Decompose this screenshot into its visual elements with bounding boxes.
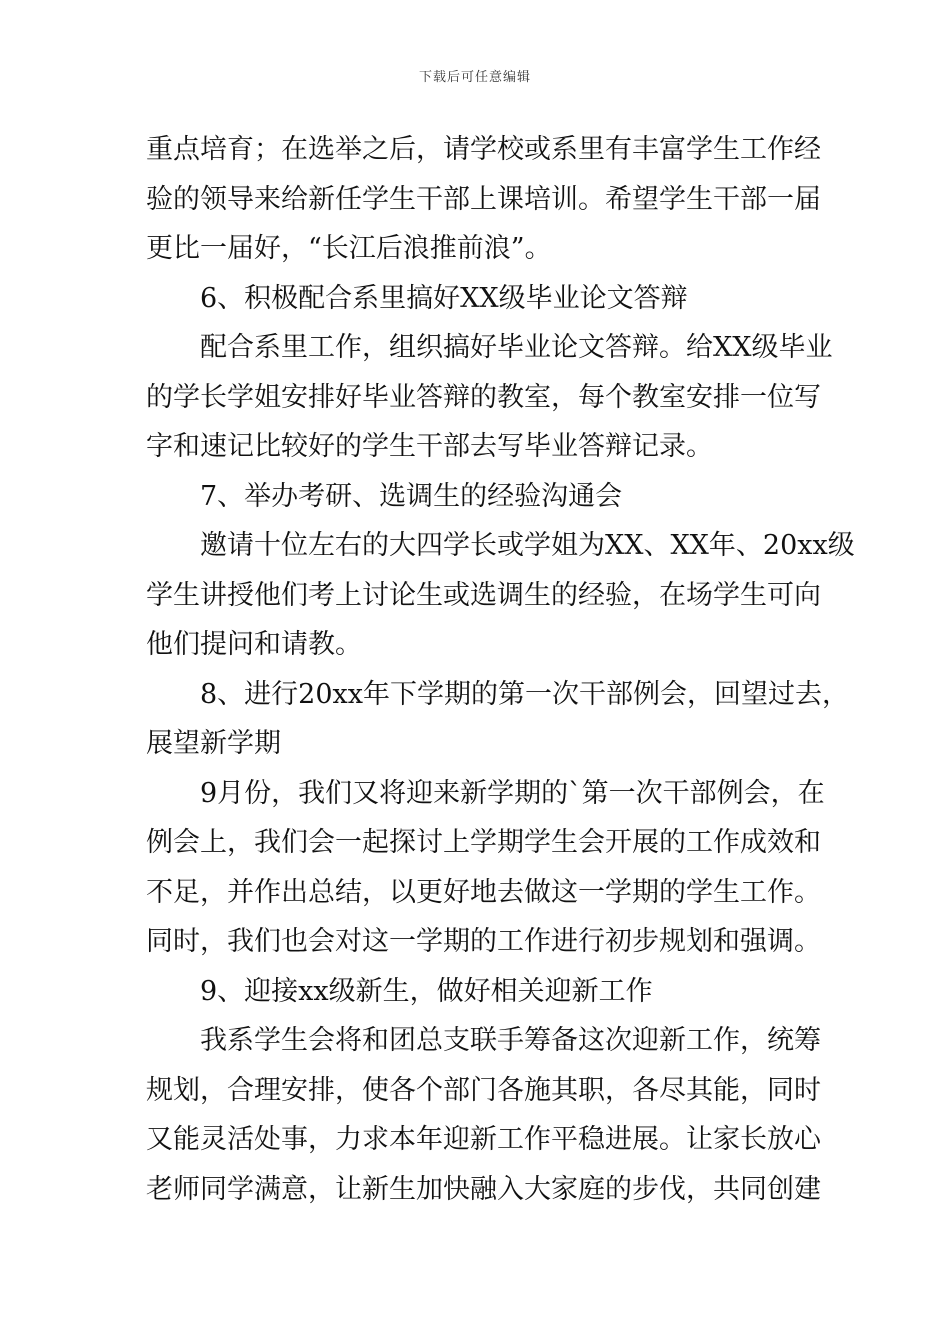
text-line: 6、积极配合系里搞好XX级毕业论文答辩 (200, 282, 688, 314)
text-line: 重点培育；在选举之后，请学校或系里有丰富学生工作经 (146, 134, 821, 165)
text-line: 例会上，我们会一起探讨上学期学生会开展的工作成效和 (146, 827, 821, 858)
text-line: 7、举办考研、选调生的经验沟通会 (200, 480, 623, 512)
text-line: 又能灵活处事，力求本年迎新工作平稳进展。让家长放心 (146, 1124, 821, 1155)
text-line: 字和速记比较好的学生干部去写毕业答辩记录。 (146, 431, 713, 462)
text-line: 9、迎接xx级新生，做好相关迎新工作 (200, 975, 653, 1007)
text-line: 同时，我们也会对这一学期的工作进行初步规划和强调。 (146, 926, 821, 957)
text-line: 学生讲授他们考上讨论生或选调生的经验，在场学生可向 (146, 579, 821, 611)
text-line: 的学长学姐安排好毕业答辩的教室，每个教室安排一位写 (146, 381, 821, 413)
text-line: 9月份，我们又将迎来新学期的`第一次干部例会，在 (200, 777, 825, 809)
text-line: 配合系里工作，组织搞好毕业论文答辩。给XX级毕业 (200, 332, 833, 363)
text-line: 邀请十位左右的大四学长或学姐为XX、XX年、20xx级 (200, 530, 855, 561)
text-line: 更比一届好，“长江后浪推前浪”。 (146, 233, 552, 264)
text-line: 不足，并作出总结，以更好地去做这一学期的学生工作。 (146, 876, 821, 908)
text-line: 我系学生会将和团总支联手筹备这次迎新工作，统筹 (200, 1025, 821, 1056)
text-line: 8、进行20xx年下学期的第一次干部例会，回望过去， (200, 678, 849, 710)
text-line: 验的领导来给新任学生干部上课培训。希望学生干部一届 (146, 183, 821, 215)
text-line: 老师同学满意，让新生加快融入大家庭的步伐，共同创建 (146, 1173, 821, 1205)
text-line: 他们提问和请教。 (146, 629, 362, 660)
page-header: 下载后可任意编辑 (418, 70, 531, 85)
document-body (146, 125, 855, 1214)
text-line: 规划，合理安排，使各个部门各施其职，各尽其能，同时 (146, 1074, 821, 1106)
text-line: 展望新学期 (146, 728, 281, 759)
